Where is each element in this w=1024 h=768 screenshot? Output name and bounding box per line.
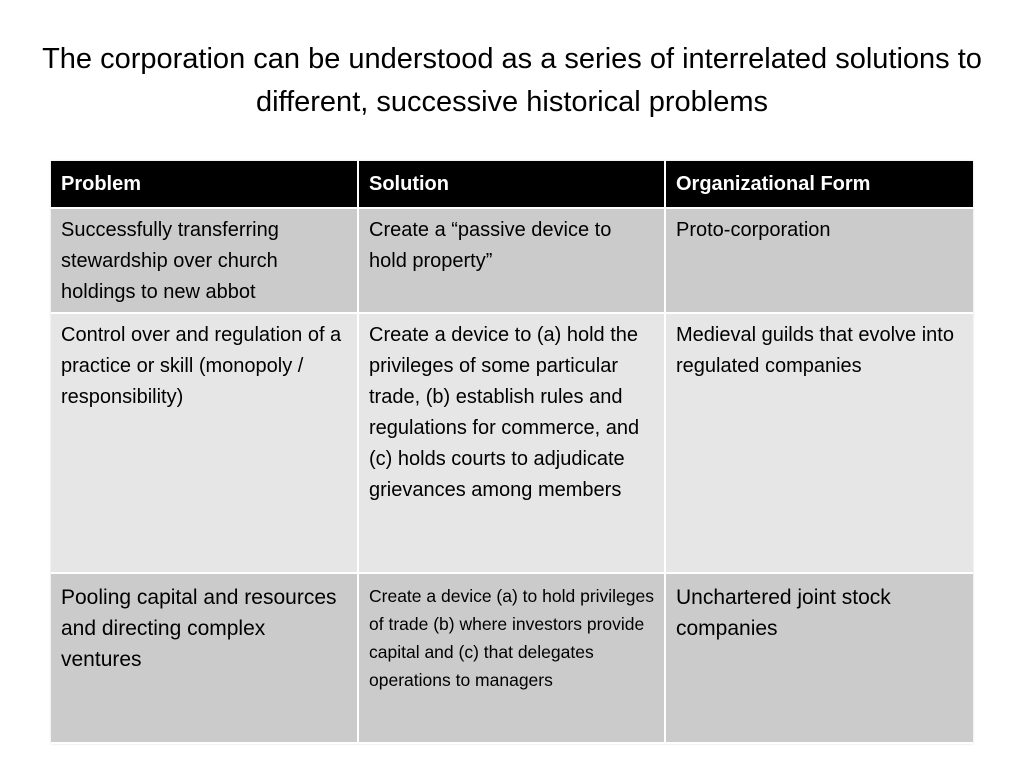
table-row: [51, 313, 973, 573]
table-row: [51, 208, 973, 313]
solution-cell: Create a device to (a) hold the privileges of some particular trade, (b) establish rules and regulations for commerce, and (c) holds courts to adjudicate grievances among members: [358, 313, 665, 573]
problem-cell: Pooling capital and resources and directing complex ventures: [51, 573, 358, 743]
column-header-organizational-form: Organizational Form: [665, 161, 973, 208]
problem-solution-table: [51, 161, 973, 744]
solution-cell: Create a device (a) to hold privileges of trade (b) where investors provide capital and (c) that delegates operations to managers: [358, 573, 665, 743]
table-header-row: [51, 161, 973, 208]
column-header-solution: Solution: [358, 161, 665, 208]
column-header-problem: Problem: [51, 161, 358, 208]
problem-cell: Successfully transferring stewardship over church holdings to new abbot: [51, 208, 358, 313]
organizational-form-cell: Medieval guilds that evolve into regulated companies: [665, 313, 973, 573]
solution-cell: Create a “passive device to hold property”: [358, 208, 665, 313]
slide-title: The corporation can be understood as a series of interrelated solutions to different, successive historical problems: [42, 43, 982, 118]
problem-cell: Control over and regulation of a practice or skill (monopoly / responsibility): [51, 313, 358, 573]
organizational-form-cell: Proto-corporation: [665, 208, 973, 313]
organizational-form-cell: Unchartered joint stock companies: [665, 573, 973, 743]
table-row: [51, 573, 973, 743]
